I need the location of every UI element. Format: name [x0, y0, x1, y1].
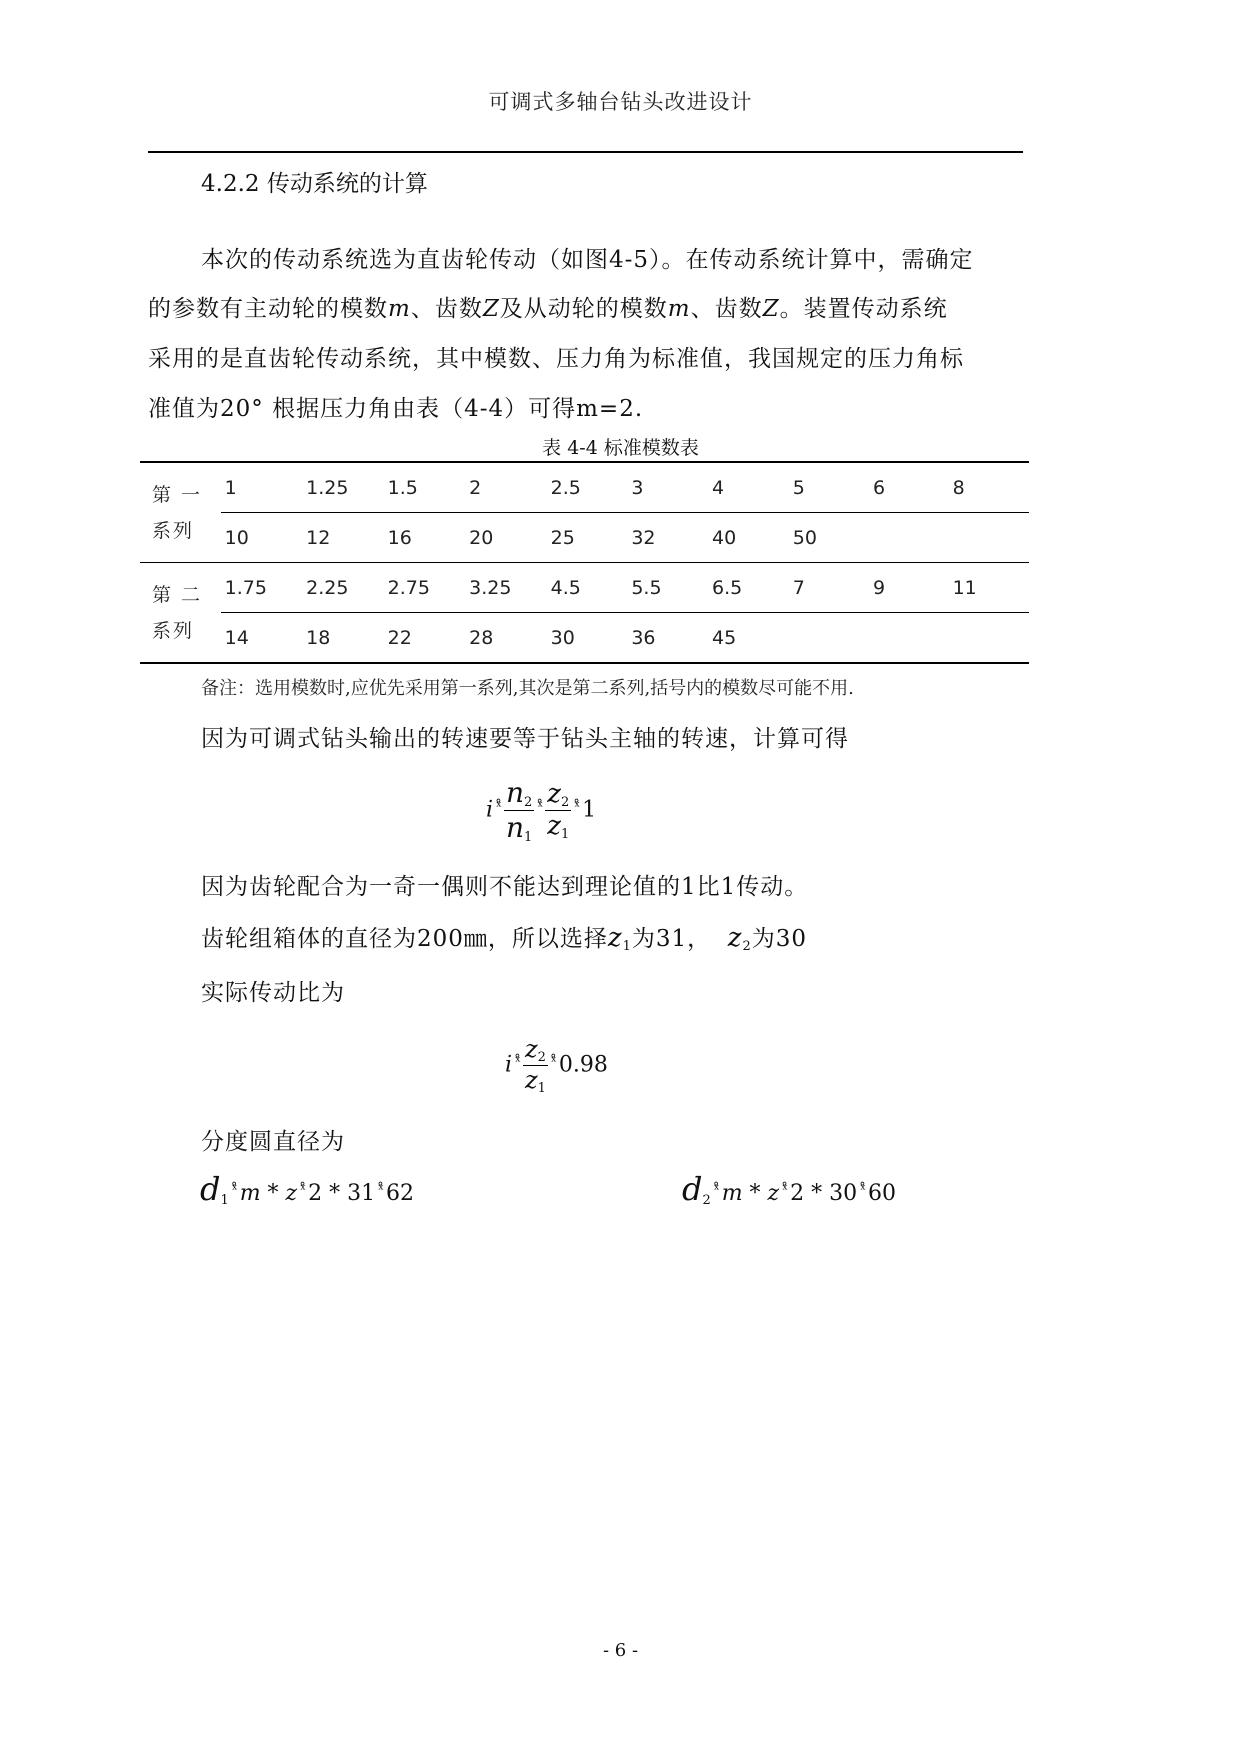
- diameter-line: [201, 920, 807, 954]
- series-label-text: 第 一 系列: [152, 483, 203, 542]
- ratio-value: 0.98: [558, 1052, 608, 1078]
- table-cell: 5.5: [627, 563, 708, 613]
- table-cell: 2.25: [302, 563, 384, 613]
- equals-symbol: ˣ̊: [378, 1182, 384, 1198]
- table-caption: 表 4-4 标准模数表: [542, 437, 699, 459]
- var-z: z: [547, 811, 561, 841]
- actual-ratio-label: 实际传动比为: [201, 980, 345, 1006]
- d2-formula: [682, 1170, 896, 1208]
- ratio-value: 1: [582, 797, 597, 823]
- table-cell: 4.5: [547, 563, 628, 613]
- reason-line-2: 因为齿轮配合为一奇一偶则不能达到理论值的1比1传动。: [201, 874, 809, 900]
- equals-symbol: ˣ̊: [550, 1053, 556, 1070]
- var-i: i: [505, 1052, 513, 1078]
- running-header: 可调式多轴台钻头改进设计: [488, 90, 753, 114]
- equals-symbol: ˣ̊: [782, 1182, 788, 1198]
- intro-text: 。装置传动系统: [779, 296, 948, 322]
- intro-line-4: 准值为20° 根据压力角由表（4-4）可得m=2.: [148, 396, 644, 422]
- series-label: [140, 462, 221, 563]
- var-n: n: [505, 776, 525, 809]
- table-cell: 3.25: [465, 563, 547, 613]
- equals-symbol: ˣ̊: [496, 798, 501, 815]
- equals-symbol: ˣ̊: [537, 798, 543, 815]
- table-cell: 1: [221, 462, 303, 513]
- table-cell: 14: [221, 613, 303, 664]
- speed-fraction: [504, 776, 534, 845]
- table-cell: 22: [384, 613, 466, 664]
- expression: 2 * 31: [308, 1181, 376, 1206]
- intro-line-2: [148, 290, 948, 323]
- table-cell: 45: [708, 613, 789, 664]
- numerator: [523, 1035, 548, 1066]
- subscript: 2: [560, 795, 570, 810]
- expression: 2 * 30: [790, 1181, 858, 1206]
- table-cell: [949, 513, 1029, 563]
- equals-symbol: ˣ̊: [860, 1182, 866, 1198]
- table-row: [140, 462, 1029, 513]
- subscript: 1: [220, 1193, 229, 1208]
- series-label-text: 第 二 系列: [152, 583, 203, 642]
- numerator: [504, 776, 534, 811]
- variable-z: Z: [482, 296, 500, 322]
- variable-m: m: [388, 296, 411, 322]
- table-cell: 36: [627, 613, 708, 664]
- subscript: 1: [524, 830, 533, 845]
- table-cell: 16: [384, 513, 466, 563]
- table-cell: 25: [547, 513, 628, 563]
- table-cell: 2.75: [384, 563, 466, 613]
- table-cell: 1.75: [221, 563, 303, 613]
- inline-z2: [728, 923, 752, 953]
- table-cell: 4: [708, 462, 789, 513]
- table-cell: 8: [949, 462, 1029, 513]
- table-row: [140, 613, 1029, 664]
- table-cell: 10: [221, 513, 303, 563]
- intro-line-3: 采用的是直齿轮传动系统，其中模数、压力角为标准值，我国规定的压力角标: [148, 346, 964, 372]
- var-n: n: [505, 811, 525, 844]
- table-cell: 40: [708, 513, 789, 563]
- actual-ratio-formula: [505, 1035, 608, 1096]
- subscript: 2: [537, 1050, 546, 1065]
- table-cell: 9: [869, 563, 949, 613]
- diameter-text: 齿轮组箱体的直径为200㎜，所以选择: [201, 926, 608, 952]
- subscript: 2: [742, 939, 752, 954]
- subscript: 2: [524, 795, 533, 810]
- subscript: 1: [560, 827, 570, 842]
- equals-symbol: ˣ̊: [713, 1182, 719, 1198]
- denominator: [523, 1066, 548, 1096]
- ratio-formula: [486, 776, 596, 845]
- var-z: z: [524, 1035, 538, 1063]
- table-cell: [949, 613, 1029, 664]
- equals-symbol: ˣ̊: [574, 798, 580, 815]
- table-cell: 12: [302, 513, 384, 563]
- result-value: 62: [386, 1181, 415, 1206]
- table-note: 备注：选用模数时,应优先采用第一系列,其次是第二系列,括号内的模数尽可能不用.: [201, 678, 854, 699]
- expression: m * z: [239, 1181, 298, 1206]
- diameter-text: 为31，: [631, 926, 712, 952]
- table-cell: 3: [627, 462, 708, 513]
- var-z: z: [727, 923, 743, 953]
- teeth-fraction: [545, 779, 571, 842]
- expression: m * z: [721, 1181, 780, 1206]
- table-cell: [789, 613, 869, 664]
- series-label: [140, 563, 221, 664]
- variable-z: Z: [762, 296, 780, 322]
- intro-text: 及从动轮的模数: [499, 296, 668, 322]
- var-i: i: [486, 797, 494, 823]
- subscript: 1: [537, 1081, 546, 1096]
- var-z: z: [524, 1066, 538, 1094]
- intro-text: 的参数有主动轮的模数: [148, 296, 388, 322]
- table-cell: 1.25: [302, 462, 384, 513]
- table-cell: 7: [789, 563, 869, 613]
- equals-symbol: ˣ̊: [231, 1182, 237, 1198]
- equals-symbol: ˣ̊: [300, 1182, 306, 1198]
- intro-text: 、齿数: [410, 296, 483, 322]
- table-cell: 30: [547, 613, 628, 664]
- table-cell: [869, 513, 949, 563]
- table-row: [140, 513, 1029, 563]
- table-row: [140, 563, 1029, 613]
- reason-line-1: 因为可调式钻头输出的转速要等于钻头主轴的转速，计算可得: [201, 726, 849, 752]
- section-heading: 4.2.2 传动系统的计算: [201, 171, 428, 197]
- result-value: 60: [868, 1181, 897, 1206]
- intro-text: 、齿数: [690, 296, 763, 322]
- var-z: z: [547, 779, 561, 809]
- inline-z1: [608, 923, 632, 953]
- table-cell: 18: [302, 613, 384, 664]
- page-number: - 6 -: [602, 1640, 639, 1661]
- intro-line-1: 本次的传动系统选为直齿轮传动（如图4-5）。在传动系统计算中，需确定: [201, 247, 974, 273]
- denominator: [504, 811, 534, 845]
- var-d: d: [200, 1170, 221, 1208]
- table-cell: 28: [465, 613, 547, 664]
- table-cell: 5: [789, 462, 869, 513]
- equals-symbol: ˣ̊: [515, 1053, 520, 1070]
- table-cell: 50: [789, 513, 869, 563]
- table-cell: 1.5: [384, 462, 466, 513]
- table-cell: 6.5: [708, 563, 789, 613]
- subscript: 1: [622, 939, 632, 954]
- header-rule: [148, 151, 1023, 153]
- teeth-fraction: [523, 1035, 548, 1096]
- numerator: [545, 779, 571, 811]
- table-cell: 32: [627, 513, 708, 563]
- var-z: z: [607, 923, 623, 953]
- table-cell: [869, 613, 949, 664]
- table-cell: 20: [465, 513, 547, 563]
- table-cell: 2: [465, 462, 547, 513]
- d1-formula: [200, 1170, 414, 1208]
- variable-m: m: [667, 296, 691, 322]
- table-cell: 11: [949, 563, 1029, 613]
- table-cell: 2.5: [547, 462, 628, 513]
- diameter-text: 为30: [751, 926, 808, 952]
- var-d: d: [682, 1170, 703, 1208]
- table-cell: 6: [869, 462, 949, 513]
- standard-modulus-table: [140, 461, 1029, 664]
- subscript: 2: [702, 1193, 711, 1208]
- denominator: [545, 811, 571, 842]
- pitch-diameter-label: 分度圆直径为: [201, 1129, 345, 1155]
